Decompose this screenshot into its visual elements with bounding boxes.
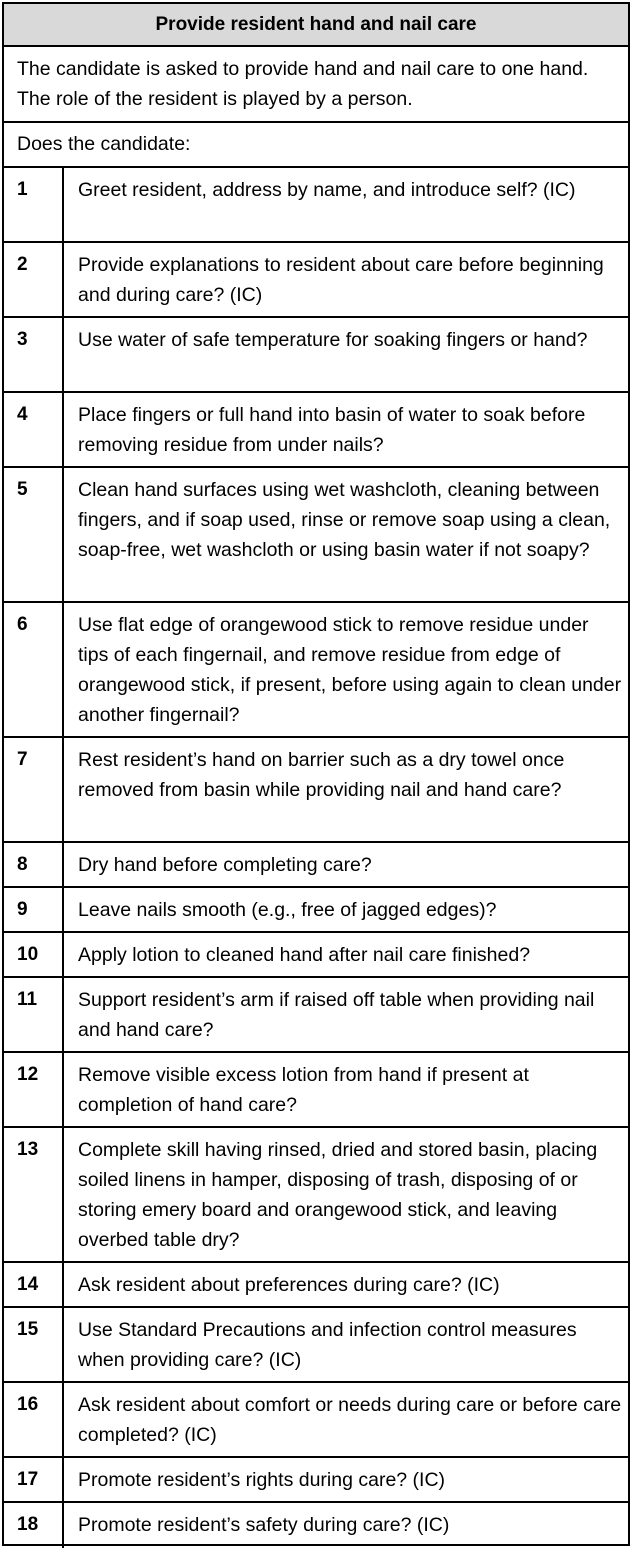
step-number-4: 4 (4, 393, 64, 468)
step-number-16: 16 (4, 1383, 64, 1458)
step-text-16: Ask resident about comfort or needs during care or before care completed? (IC) (64, 1383, 628, 1458)
step-text-8: Dry hand before completing care? (64, 843, 628, 888)
step-number-3: 3 (4, 318, 64, 393)
step-number-1: 1 (4, 168, 64, 243)
intro-text: The candidate is asked to provide hand and nail care to one hand. The role of the resident is played by a person. (4, 47, 628, 123)
step-text-18: Promote resident’s safety during care? (IC) (78, 1514, 450, 1536)
step-number-13: 13 (4, 1128, 64, 1263)
step-text-17: Promote resident’s rights during care? (IC) (64, 1458, 628, 1503)
step-number-11: 11 (4, 978, 64, 1053)
step-text-3: Use water of safe temperature for soaking fingers or hand? (64, 318, 628, 393)
step-text-7: Rest resident’s hand on barrier such as a dry towel once removed from basin while providing nail and hand care? (64, 738, 628, 843)
step-number-8: 8 (4, 843, 64, 888)
step-number-7: 7 (4, 738, 64, 843)
step-number-2: 2 (4, 243, 64, 318)
step-text-1: Greet resident, address by name, and introduce self? (IC) (64, 168, 628, 243)
step-text-13: Complete skill having rinsed, dried and stored basin, placing soiled linens in hamper, disposing of trash, disposing of or storing emery board and orangewood stick, and leaving overbed table dry? (64, 1128, 628, 1263)
skill-checklist-table (2, 2, 630, 1546)
step-number-15: 15 (4, 1308, 64, 1383)
step-text-12: Remove visible excess lotion from hand if present at completion of hand care? (64, 1053, 628, 1128)
step-text-11: Support resident’s arm if raised off table when providing nail and hand care? (64, 978, 628, 1053)
table-title: Provide resident hand and nail care (4, 4, 628, 47)
step-number-6: 6 (4, 603, 64, 738)
step-text-15: Use Standard Precautions and infection control measures when providing care? (IC) (64, 1308, 628, 1383)
step-text-10: Apply lotion to cleaned hand after nail care finished? (64, 933, 628, 978)
step-text-5: Clean hand surfaces using wet washcloth, cleaning between fingers, and if soap used, rinse or remove soap using a clean, soap-free, wet washcloth or using basin water if not soapy? (64, 468, 628, 603)
question-text: Does the candidate: (4, 123, 628, 168)
step-number-18: 18 (4, 1503, 64, 1548)
step-number-14: 14 (4, 1263, 64, 1308)
step-text-6: Use flat edge of orangewood stick to remove residue under tips of each fingernail, and remove residue from edge of orangewood stick, if present, before using again to clean under another fingernail? (64, 603, 628, 738)
step-number-5: 5 (4, 468, 64, 603)
step-text-4: Place fingers or full hand into basin of water to soak before removing residue from under nails? (64, 393, 628, 468)
step-text-14: Ask resident about preferences during care? (IC) (64, 1263, 628, 1308)
step-number-9: 9 (4, 888, 64, 933)
step-text-9: Leave nails smooth (e.g., free of jagged edges)? (64, 888, 628, 933)
step-number-10: 10 (4, 933, 64, 978)
step-number-17: 17 (4, 1458, 64, 1503)
step-text-2: Provide explanations to resident about care before beginning and during care? (IC) (64, 243, 628, 318)
step-number-12: 12 (4, 1053, 64, 1128)
